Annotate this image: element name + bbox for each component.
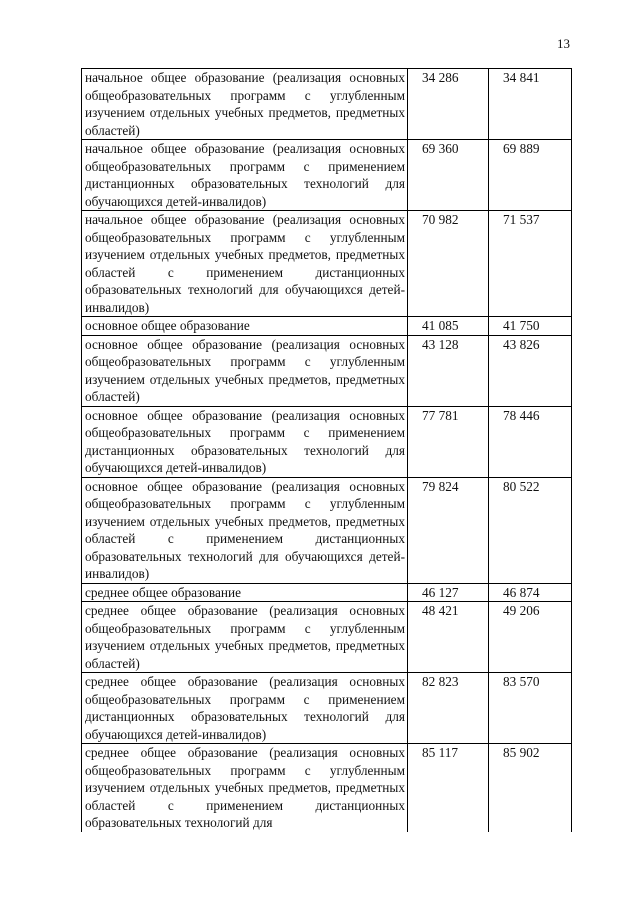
row-description: среднее общее образование (реализация основных общеобразовательных программ с углубленным изучением отдельных учебных предметов, предметных областей с применением дистанционных образовательных технологий для xyxy=(82,744,408,832)
row-description: основное общее образование (реализация основных общеобразовательных программ с применением дистанционных образовательных технологий для обучающихся детей-инвалидов) xyxy=(82,406,408,477)
row-value-1: 82 823 xyxy=(408,673,489,744)
row-value-2: 71 537 xyxy=(489,211,572,317)
row-value-1: 79 824 xyxy=(408,477,489,583)
row-value-2: 46 874 xyxy=(489,583,572,602)
row-value-1: 34 286 xyxy=(408,69,489,140)
page-number: 13 xyxy=(557,36,570,51)
row-description: основное общее образование (реализация основных общеобразовательных программ с углубленным изучением отдельных учебных предметов, предметных областей) xyxy=(82,335,408,406)
table-row xyxy=(82,317,572,336)
row-description: среднее общее образование xyxy=(82,583,408,602)
row-value-1: 85 117 xyxy=(408,744,489,832)
row-value-2: 43 826 xyxy=(489,335,572,406)
row-value-1: 46 127 xyxy=(408,583,489,602)
cost-table xyxy=(81,68,572,832)
row-value-1: 77 781 xyxy=(408,406,489,477)
row-value-2: 80 522 xyxy=(489,477,572,583)
row-value-1: 48 421 xyxy=(408,602,489,673)
row-description: начальное общее образование (реализация основных общеобразовательных программ с углубленным изучением отдельных учебных предметов, предметных областей с применением дистанционных образовательных технологий для обучающихся детей-инвалидов) xyxy=(82,211,408,317)
row-value-2: 85 902 xyxy=(489,744,572,832)
row-value-2: 78 446 xyxy=(489,406,572,477)
row-description: начальное общее образование (реализация основных общеобразовательных программ с применением дистанционных образовательных технологий для обучающихся детей-инвалидов) xyxy=(82,140,408,211)
table-row xyxy=(82,211,572,317)
table-row xyxy=(82,69,572,140)
row-description: среднее общее образование (реализация основных общеобразовательных программ с применением дистанционных образовательных технологий для обучающихся детей-инвалидов) xyxy=(82,673,408,744)
row-value-1: 69 360 xyxy=(408,140,489,211)
row-value-2: 34 841 xyxy=(489,69,572,140)
row-description: основное общее образование (реализация основных общеобразовательных программ с углубленным изучением отдельных учебных предметов, предметных областей с применением дистанционных образовательных технологий для обучающихся детей-инвалидов) xyxy=(82,477,408,583)
row-value-2: 41 750 xyxy=(489,317,572,336)
table-row xyxy=(82,744,572,832)
row-value-2: 49 206 xyxy=(489,602,572,673)
table-row xyxy=(82,335,572,406)
table-row xyxy=(82,602,572,673)
table-row xyxy=(82,583,572,602)
table-row xyxy=(82,673,572,744)
row-value-1: 43 128 xyxy=(408,335,489,406)
row-value-1: 41 085 xyxy=(408,317,489,336)
row-description: начальное общее образование (реализация основных общеобразовательных программ с углубленным изучением отдельных учебных предметов, предметных областей) xyxy=(82,69,408,140)
row-value-2: 69 889 xyxy=(489,140,572,211)
table-row xyxy=(82,140,572,211)
row-value-1: 70 982 xyxy=(408,211,489,317)
row-value-2: 83 570 xyxy=(489,673,572,744)
table-row xyxy=(82,477,572,583)
table-row xyxy=(82,406,572,477)
row-description: среднее общее образование (реализация основных общеобразовательных программ с углубленным изучением отдельных учебных предметов, предметных областей) xyxy=(82,602,408,673)
row-description: основное общее образование xyxy=(82,317,408,336)
